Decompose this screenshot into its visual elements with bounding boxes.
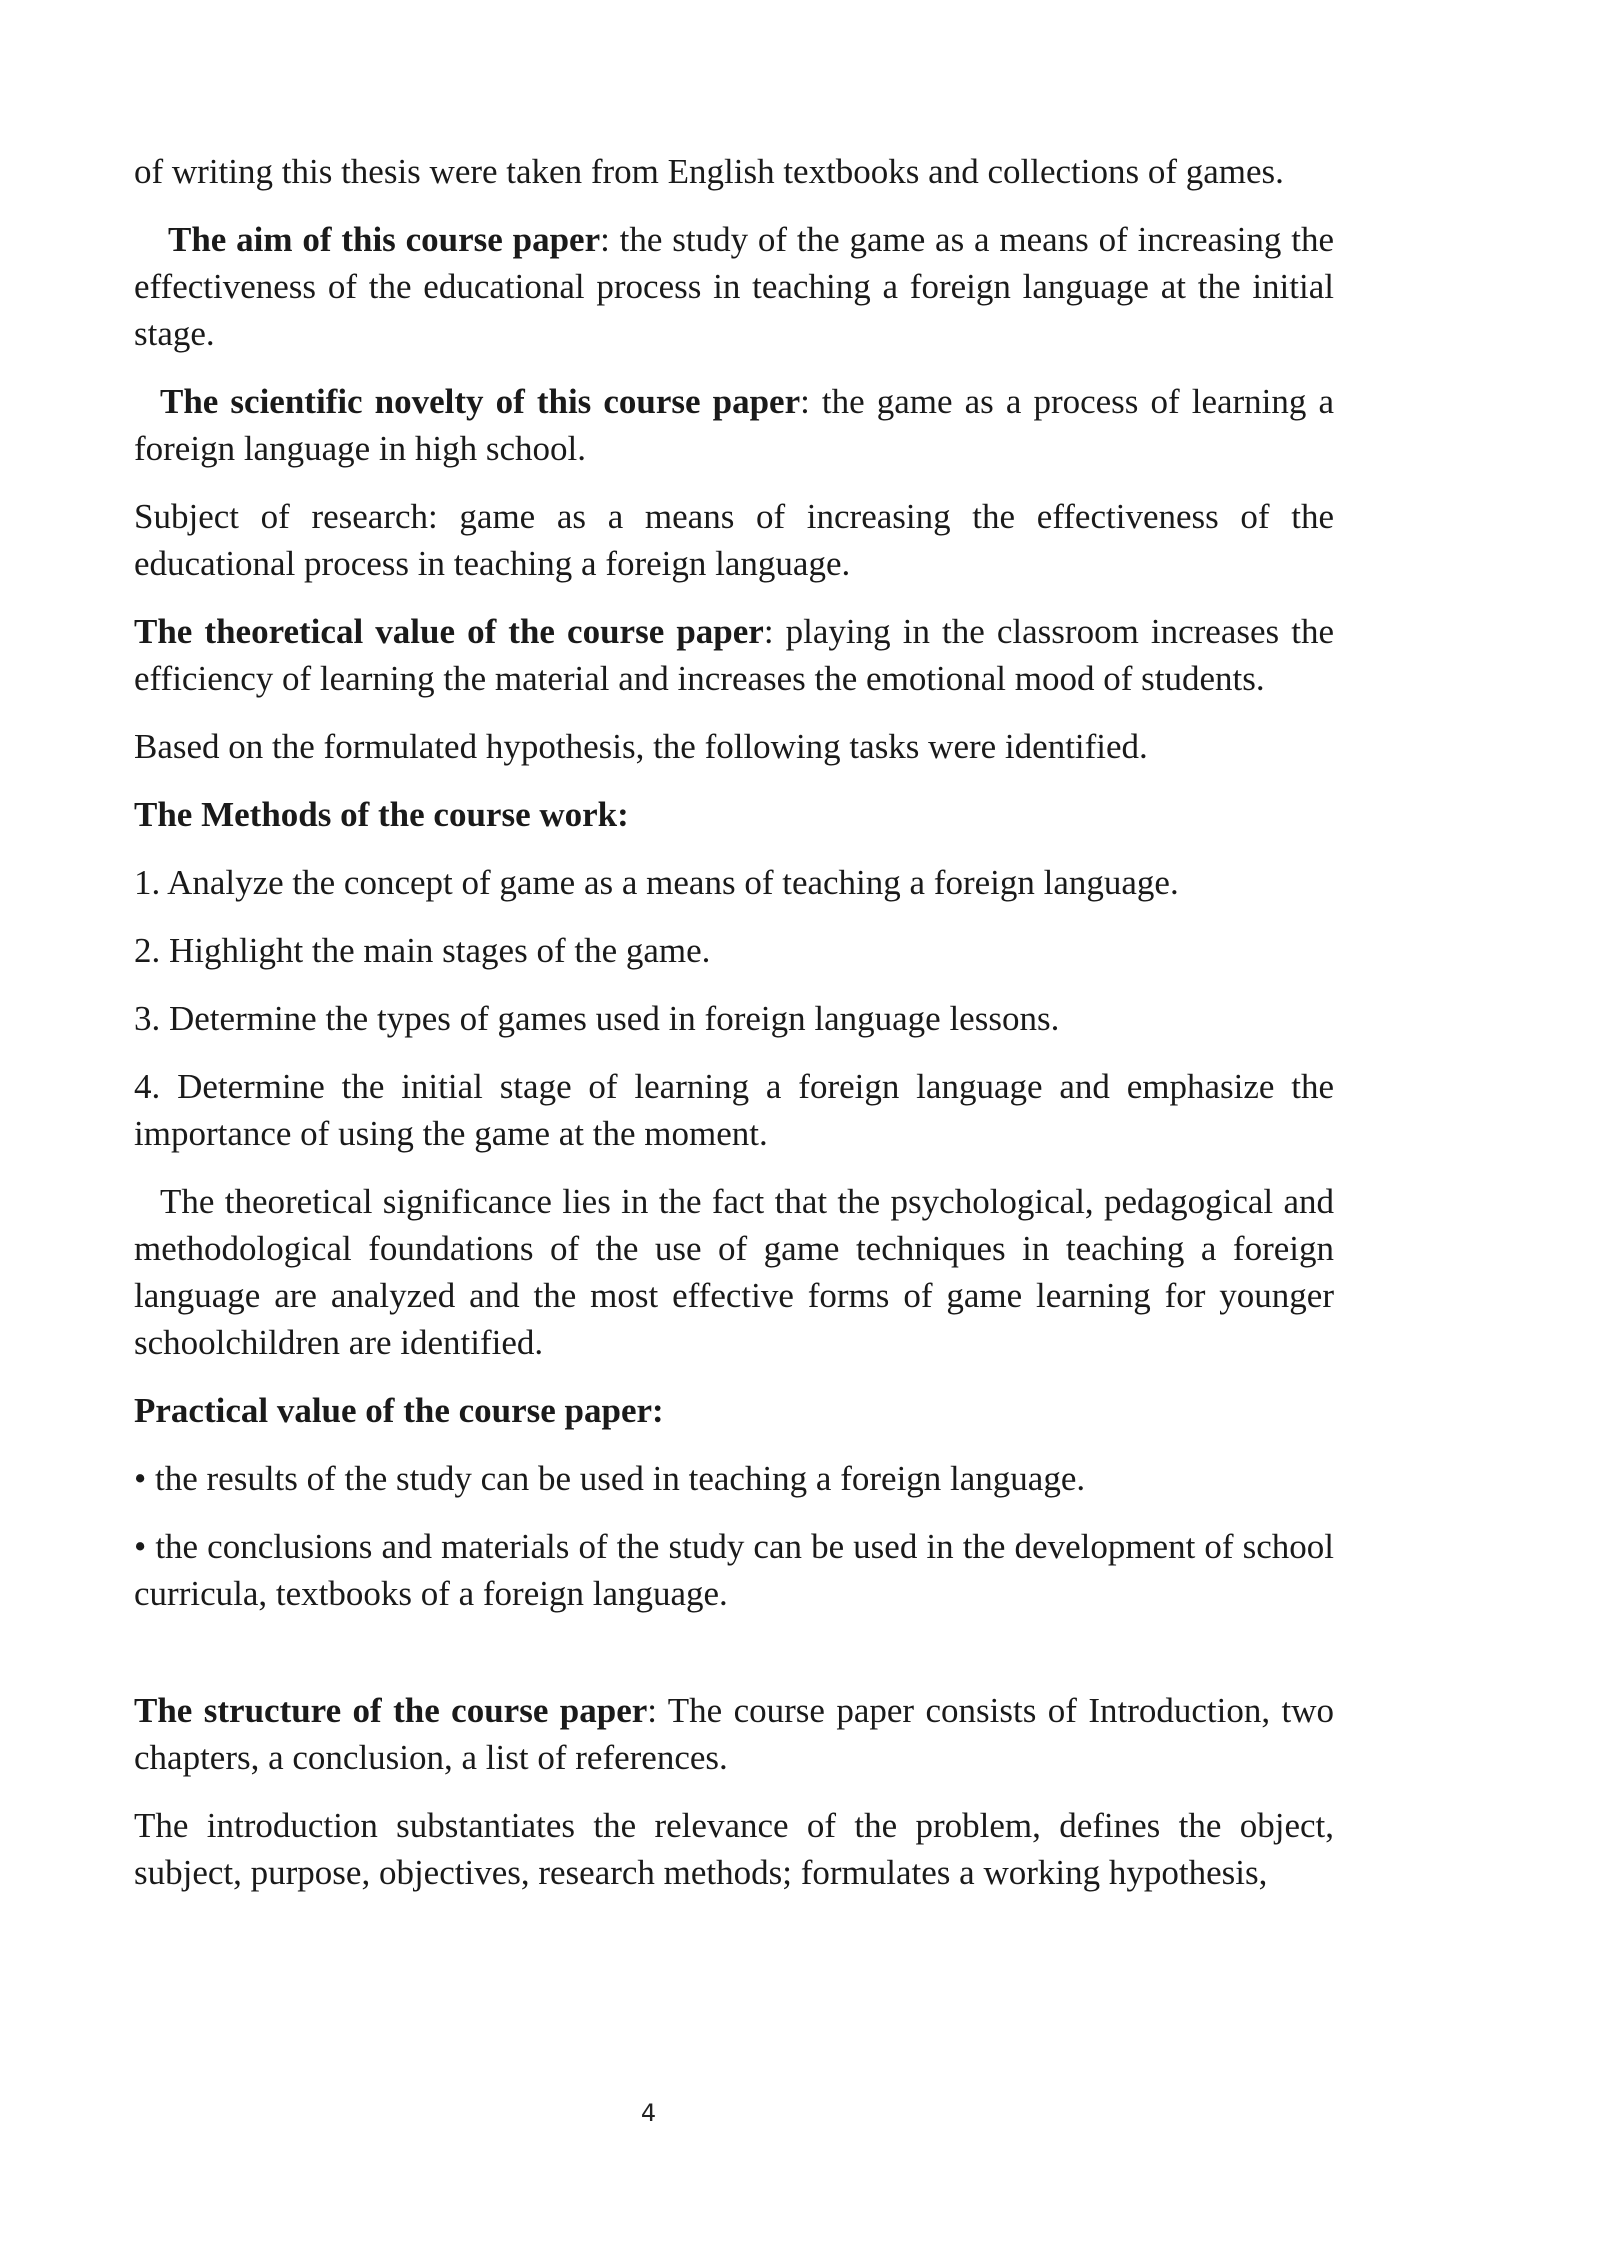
list-item-task-1 — [134, 859, 1334, 906]
paragraph-subject — [134, 493, 1334, 587]
paragraph-introduction-desc — [134, 1802, 1334, 1896]
list-item-text: 3. Determine the types of games used in foreign language lessons. — [134, 999, 1060, 1038]
paragraph-bold-lead: The structure of the course paper — [134, 1691, 648, 1730]
list-item-task-4 — [134, 1063, 1334, 1157]
bullet-text: • the results of the study can be used in teaching a foreign language. — [134, 1459, 1086, 1498]
paragraph-intro-continuation — [134, 148, 1334, 195]
paragraph-theoretical-value — [134, 608, 1334, 702]
bullet-item-2 — [134, 1523, 1334, 1617]
list-item-text: 4. Determine the initial stage of learning a foreign language and emphasize the importance of using the game at the moment. — [134, 1067, 1334, 1153]
paragraph-text: The theoretical significance lies in the fact that the psychological, pedagogical and methodological foundations of the use of game techniques in teaching a foreign language are analyzed and the most effective forms of game learning for younger schoolchildren are identified. — [134, 1182, 1334, 1362]
list-item-task-2 — [134, 927, 1334, 974]
paragraph-text: : The course paper consists of Introduction, two chapters, a conclusion, a list of references. — [134, 1691, 1335, 1777]
paragraph-structure — [134, 1687, 1334, 1781]
bullet-text: • the conclusions and materials of the study can be used in the development of school curricula, textbooks of a foreign language. — [134, 1527, 1334, 1613]
paragraph-bold-lead: The aim of this course paper — [168, 220, 601, 259]
list-item-task-3 — [134, 995, 1334, 1042]
paragraph-bold-lead: The scientific novelty of this course paper — [160, 382, 801, 421]
list-item-text: 1. Analyze the concept of game as a means of teaching a foreign language. — [134, 863, 1179, 902]
paragraph-text: Subject of research: game as a means of increasing the effectiveness of the educational process in teaching a foreign language. — [134, 497, 1334, 583]
paragraph-text: Based on the formulated hypothesis, the following tasks were identified. — [134, 727, 1148, 766]
paragraph-text: : playing in the classroom increases the efficiency of learning the material and increases the emotional mood of students. — [134, 612, 1334, 698]
paragraph-significance — [134, 1178, 1334, 1366]
paragraph-aim — [134, 216, 1334, 357]
paragraph-text: The introduction substantiates the relevance of the problem, defines the object, subject, purpose, objectives, research methods; formulates a working hypothesis, — [134, 1806, 1334, 1892]
bullet-item-1 — [134, 1455, 1334, 1502]
list-item-text: 2. Highlight the main stages of the game. — [134, 931, 711, 970]
paragraph-text: : the study of the game as a means of increasing the effectiveness of the educational process in teaching a foreign language at the initial stage. — [134, 220, 1334, 353]
section-heading: The Methods of the course work: — [134, 795, 629, 834]
page-number: 4 — [640, 2099, 657, 2127]
paragraph-hypothesis — [134, 723, 1334, 770]
paragraph-novelty — [134, 378, 1334, 472]
heading-practical-value — [134, 1387, 1334, 1434]
page-body — [134, 148, 1334, 1917]
paragraph-text: : the game as a process of learning a foreign language in high school. — [134, 382, 1334, 468]
heading-methods — [134, 791, 1334, 838]
paragraph-bold-lead: The theoretical value of the course paper — [134, 612, 764, 651]
section-heading: Practical value of the course paper: — [134, 1391, 664, 1430]
paragraph-text: of writing this thesis were taken from English textbooks and collections of games. — [134, 152, 1284, 191]
